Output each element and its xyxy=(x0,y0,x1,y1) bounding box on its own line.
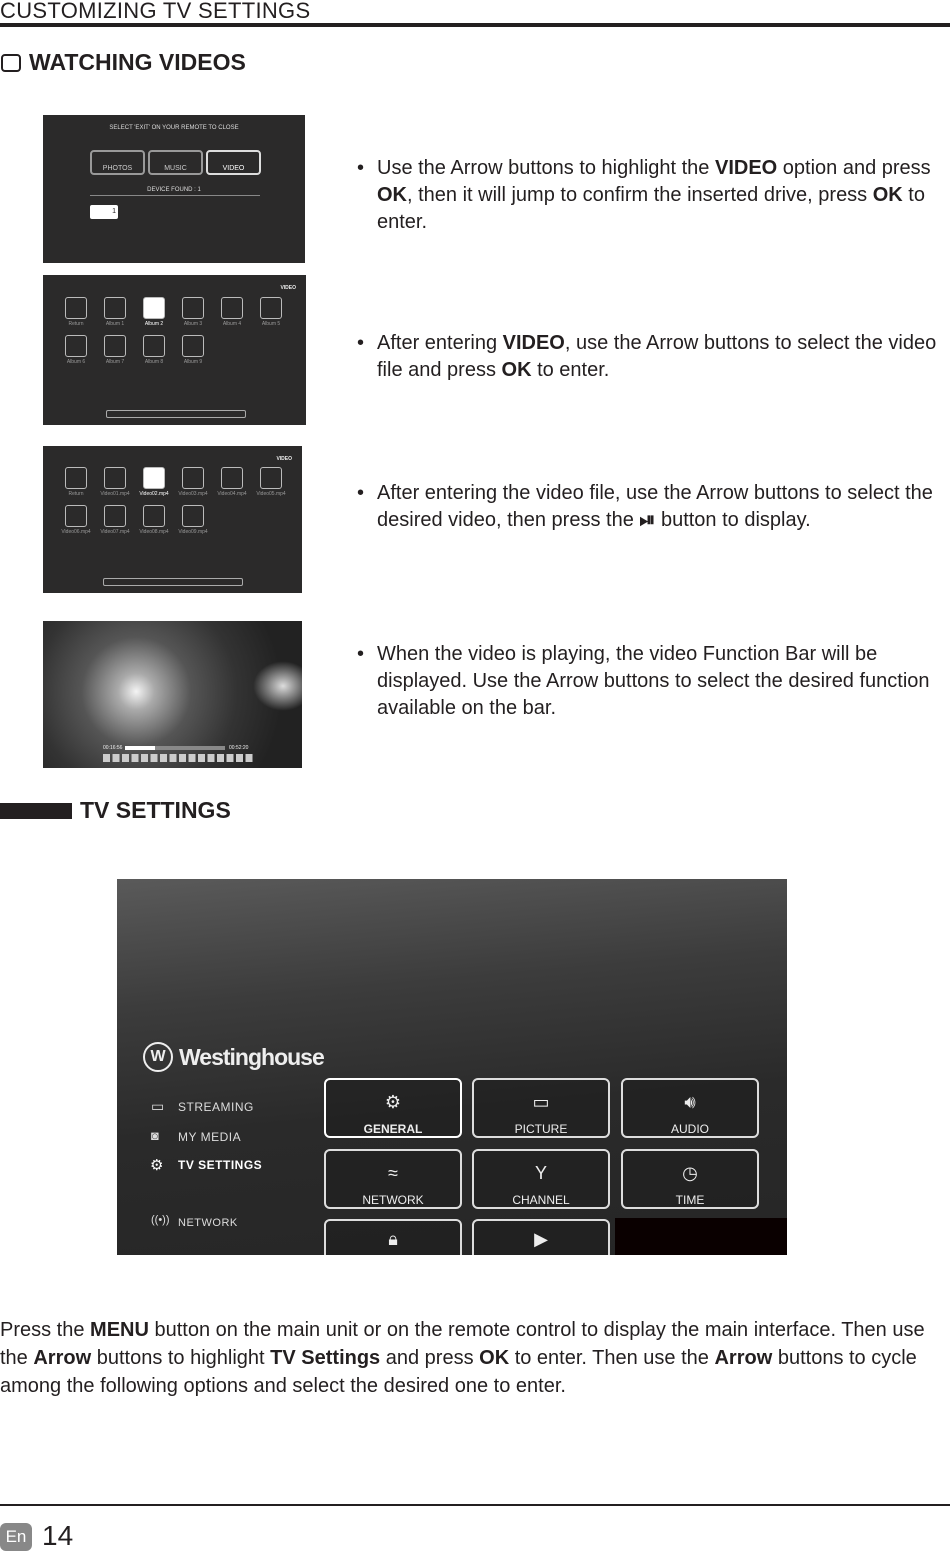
video-folder-icon xyxy=(143,505,165,527)
antenna-icon: Y xyxy=(534,1163,547,1183)
item-label: Album 9 xyxy=(183,359,203,365)
text-run: When the video is playing, the video Function Bar will be displayed. Use the Arrow buttons to select the desired function available on the bar. xyxy=(377,643,930,719)
brand-name: Westinghouse xyxy=(179,1044,324,1070)
clock-icon: ◷ xyxy=(682,1163,698,1183)
text-run: , then it will jump to confirm the inserted drive, press xyxy=(407,184,873,206)
item-label: Video05.mp4 xyxy=(256,491,286,497)
lock-icon: 🔒︎ xyxy=(388,1229,398,1249)
bullet-4: • When the video is playing, the video Function Bar will be displayed. Use the Arrow buttons to select the desired function available on the bar. xyxy=(357,643,930,719)
tile-picture[interactable]: ▭ PICTURE xyxy=(472,1078,610,1138)
tile-time[interactable]: ◷ TIME xyxy=(621,1149,759,1209)
text-run: to enter. xyxy=(531,359,610,381)
function-bar xyxy=(103,754,253,762)
play-circle-icon: ▶ xyxy=(534,1229,548,1249)
tile-channel[interactable]: Y CHANNEL xyxy=(472,1149,610,1209)
section-bar-icon xyxy=(0,803,72,819)
bold-term: OK xyxy=(479,1347,510,1369)
item-label: Album 4 xyxy=(222,321,242,327)
bullet-1: • Use the Arrow buttons to highlight the VIDEO option and press OK, then it will jump to confirm the inserted drive, press OK to enter. xyxy=(357,157,931,233)
westinghouse-logo-icon: W xyxy=(143,1042,173,1072)
video-folder-icon xyxy=(143,297,165,319)
text-run: button on the main unit or on the remote control to display the main interface. Then use the xyxy=(0,1319,925,1369)
bold-term: Arrow xyxy=(33,1347,92,1369)
tile-play[interactable] xyxy=(472,1219,610,1255)
tile-network[interactable]: ≈ NETWORK xyxy=(324,1149,462,1209)
section-title-tv-settings: TV SETTINGS xyxy=(80,797,231,823)
bold-term: VIDEO xyxy=(502,332,565,354)
item-label: Album 5 xyxy=(261,321,281,327)
elapsed-time: 00:16:56 xyxy=(103,745,123,751)
screenshot-source-select xyxy=(43,115,305,263)
tile-audio[interactable]: 🔊︎ AUDIO xyxy=(621,1078,759,1138)
video-folder-icon xyxy=(182,467,204,489)
video-folder-icon xyxy=(182,335,204,357)
video-folder-icon xyxy=(104,505,126,527)
menu-streaming[interactable]: STREAMING xyxy=(178,1100,254,1114)
text-run: option and press xyxy=(777,157,931,179)
item-label: Return xyxy=(68,491,84,497)
wifi-icon: ≈ xyxy=(388,1163,398,1183)
monitor-icon: ▭ xyxy=(151,1098,165,1114)
video-folder-icon xyxy=(182,297,204,319)
item-label: Video04.mp4 xyxy=(217,491,247,497)
progress-bar xyxy=(125,746,225,750)
item-label: Album 7 xyxy=(105,359,125,365)
monitor-icon: ▭ xyxy=(532,1092,550,1112)
bold-term: ⏯ xyxy=(639,509,656,531)
language-badge: En xyxy=(0,1523,32,1551)
divider xyxy=(90,195,260,196)
tile-photos: PHOTOS xyxy=(90,150,145,175)
bold-term: Arrow xyxy=(714,1347,773,1369)
item-label: Album 8 xyxy=(144,359,164,365)
section-title-watching-videos: WATCHING VIDEOS xyxy=(29,49,246,75)
bold-term: MENU xyxy=(90,1319,149,1341)
tile-lock[interactable] xyxy=(324,1219,462,1255)
menu-my-media[interactable]: MY MEDIA xyxy=(178,1130,242,1144)
bold-term: TV Settings xyxy=(270,1347,381,1369)
bullet-3: • After entering the video file, use the Arrow buttons to select the desired video, then press the ⏯ button to display. xyxy=(357,482,933,531)
screenshot-album-list xyxy=(43,275,306,425)
header-divider xyxy=(0,23,950,27)
black-patch xyxy=(615,1218,787,1255)
text-run: and press xyxy=(380,1347,480,1369)
status-bar xyxy=(103,578,243,586)
video-folder-icon xyxy=(65,335,87,357)
wifi-icon: ((•)) xyxy=(151,1214,170,1226)
instruction-paragraph xyxy=(0,1316,950,1400)
bold-term: VIDEO xyxy=(714,157,778,179)
return-icon xyxy=(65,467,87,489)
status-bar xyxy=(106,410,246,418)
item-label: Album 6 xyxy=(66,359,86,365)
item-label: Video09.mp4 xyxy=(178,529,208,535)
bold-term: OK xyxy=(377,184,407,206)
video-folder-icon xyxy=(182,505,204,527)
footer-divider xyxy=(0,1504,950,1506)
section-square-icon xyxy=(1,54,21,72)
item-label: Video03.mp4 xyxy=(178,491,208,497)
text-run: Press the xyxy=(0,1319,91,1341)
video-folder-icon xyxy=(221,467,243,489)
screen-title: VIDEO xyxy=(276,456,292,462)
item-label: Video02.mp4 xyxy=(139,491,169,497)
text-run: After entering xyxy=(377,332,503,354)
item-label: Video08.mp4 xyxy=(139,529,169,535)
item-label: Return xyxy=(68,321,84,327)
tile-video: VIDEO xyxy=(206,150,261,175)
video-folder-icon xyxy=(104,467,126,489)
video-folder-icon xyxy=(221,297,243,319)
tile-general[interactable]: ⚙ GENERAL xyxy=(324,1078,462,1138)
item-label: Video07.mp4 xyxy=(100,529,130,535)
video-folder-icon xyxy=(104,335,126,357)
menu-network[interactable]: NETWORK xyxy=(178,1217,238,1229)
text-run: Use the Arrow buttons to highlight the xyxy=(377,157,715,179)
total-time: 00:52:20 xyxy=(229,745,249,751)
video-folder-icon xyxy=(143,335,165,357)
video-folder-icon xyxy=(260,297,282,319)
usb-drive-icon: 1 xyxy=(90,205,118,219)
item-label: Video01.mp4 xyxy=(100,491,130,497)
text-run: buttons to highlight xyxy=(91,1347,271,1369)
text-run: , use the Arrow buttons to select the video file and press xyxy=(377,332,937,381)
video-folder-icon xyxy=(143,467,165,489)
exit-prompt: SELECT 'EXIT' ON YOUR REMOTE TO CLOSE xyxy=(109,125,239,131)
menu-tv-settings[interactable]: TV SETTINGS xyxy=(178,1158,263,1172)
tile-music: MUSIC xyxy=(148,150,203,175)
text-run: button to display. xyxy=(655,509,811,531)
text-run: After entering the video file, use the Arrow buttons to select the desired video, then press the xyxy=(377,482,933,531)
text-run: buttons to cycle among the following options and select the desired one to enter. xyxy=(0,1347,917,1397)
item-label: Album 1 xyxy=(105,321,125,327)
screen-title: VIDEO xyxy=(280,285,296,291)
bold-term: OK xyxy=(872,184,903,206)
screenshot-tv-home xyxy=(117,879,787,1255)
page-header-title: CUSTOMIZING TV SETTINGS xyxy=(0,0,311,23)
screenshot-video-list xyxy=(43,446,302,593)
galaxy-companion xyxy=(253,661,302,711)
item-label: Album 2 xyxy=(144,321,164,327)
speaker-icon: 🔊︎ xyxy=(684,1092,696,1112)
gear-icon: ⚙ xyxy=(384,1092,402,1112)
bold-term: OK xyxy=(501,359,532,381)
device-found: DEVICE FOUND : 1 xyxy=(147,187,201,193)
bullet-2: • After entering VIDEO, use the Arrow buttons to select the video file and press OK to enter. xyxy=(357,332,937,381)
gear-icon: ⚙ xyxy=(150,1157,164,1174)
camera-icon: ◙ xyxy=(151,1128,159,1143)
page-number: 14 xyxy=(42,1520,74,1551)
screenshot-video-playing xyxy=(43,621,302,768)
video-folder-icon xyxy=(65,505,87,527)
return-icon xyxy=(65,297,87,319)
item-label: Album 3 xyxy=(183,321,203,327)
text-run: to enter. Then use the xyxy=(509,1347,715,1369)
item-label: Video06.mp4 xyxy=(61,529,91,535)
video-folder-icon xyxy=(104,297,126,319)
video-folder-icon xyxy=(260,467,282,489)
text-run: to enter. xyxy=(377,184,925,233)
